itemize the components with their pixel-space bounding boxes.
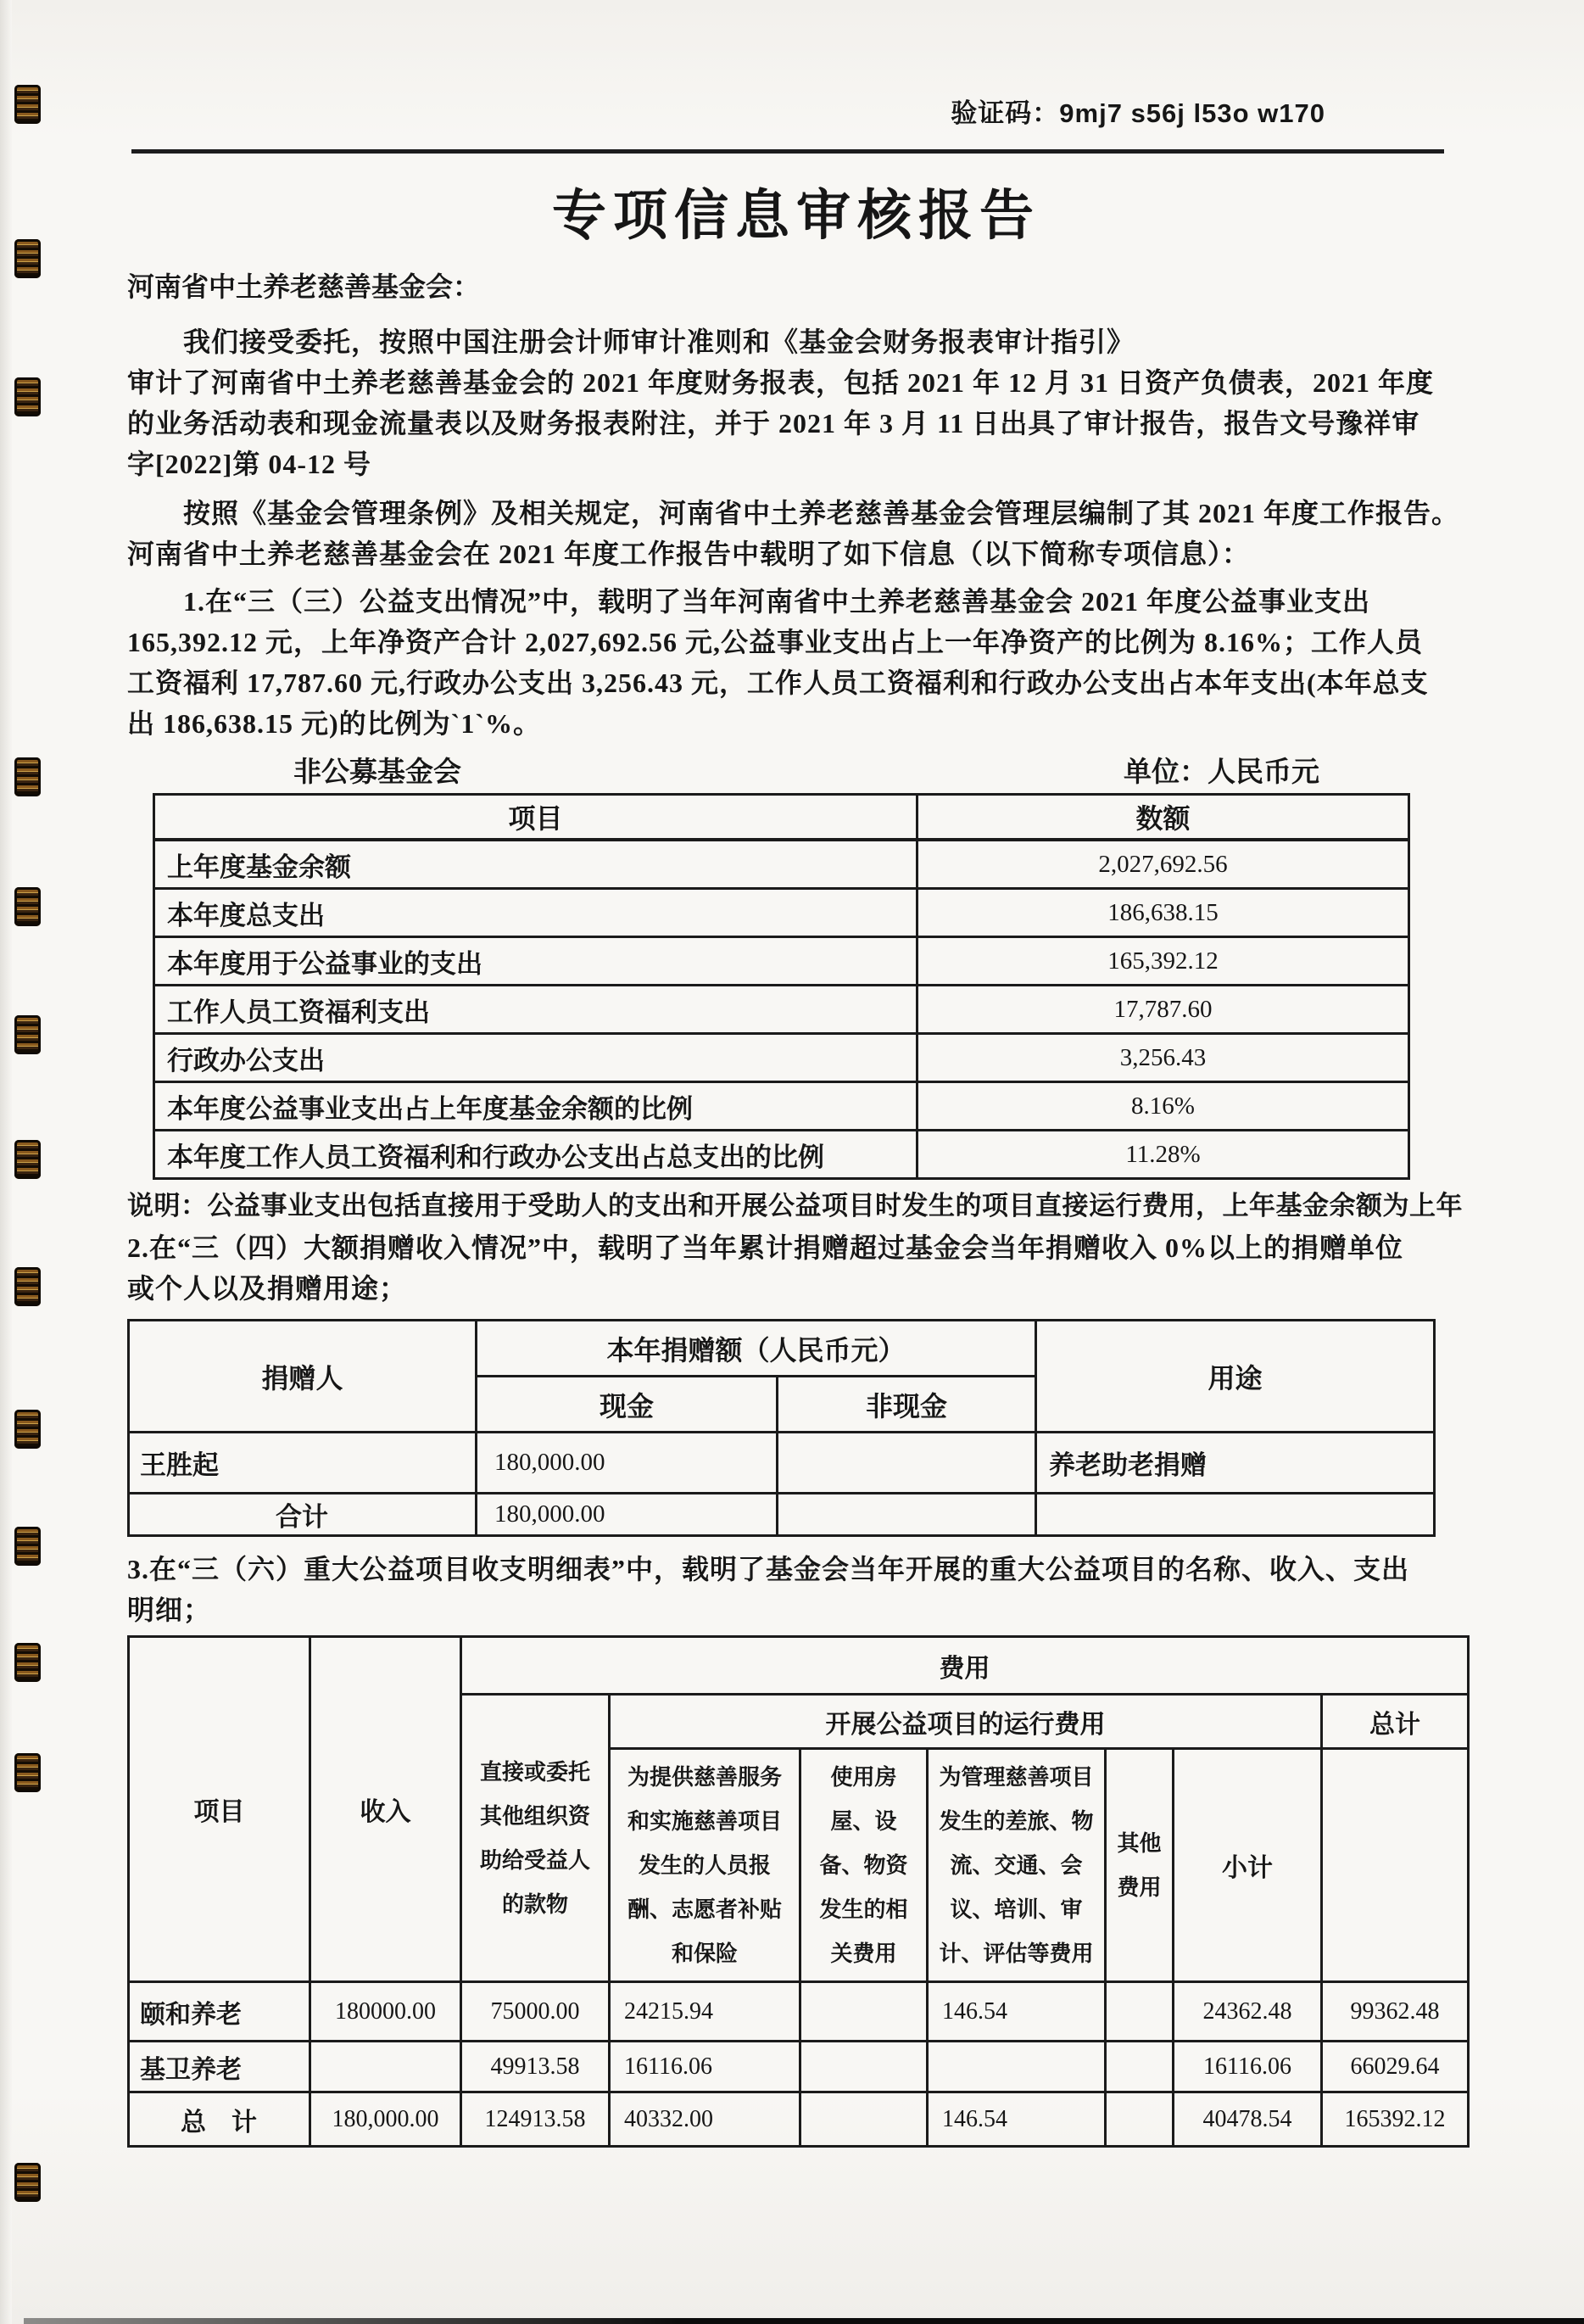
cash-amount: 180,000.00 [477, 1433, 778, 1494]
column-header-premises-fee: 使用房屋、设备、物资发生的相关费用 [800, 1749, 928, 1982]
row-value: 186,638.15 [917, 889, 1409, 937]
table1-caption [127, 754, 1465, 790]
empty-header-cell [1322, 1749, 1469, 1982]
table-row [129, 1433, 1435, 1494]
table-header-row [129, 1637, 1469, 1695]
table-row [154, 937, 1409, 986]
body-line: 1.在“三（三）公益支出情况”中，载明了当年河南省中土养老慈善基金会 2021 年度公益事业支出 [183, 586, 1371, 617]
body-line: 或个人以及捐赠用途； [127, 1273, 408, 1304]
premises-fee-value [800, 2092, 928, 2147]
row-value: 165,392.12 [917, 937, 1409, 986]
column-header-cash: 现金 [477, 1377, 778, 1433]
row-label: 本年度用于公益事业的支出 [154, 937, 917, 986]
column-header-income: 收入 [310, 1637, 461, 1982]
column-header-purpose: 用途 [1036, 1321, 1435, 1433]
donor-total-label: 合计 [129, 1494, 477, 1536]
binding-hole [14, 1527, 41, 1566]
binding-hole [14, 1015, 41, 1054]
row-value: 17,787.60 [917, 986, 1409, 1034]
premises-fee-value [800, 2042, 928, 2092]
project-name: 颐和养老 [129, 1982, 310, 2042]
premises-fee-value [800, 1982, 928, 2042]
table-row [154, 1034, 1409, 1082]
column-header-noncash: 非现金 [778, 1377, 1036, 1433]
donation-purpose: 养老助老捐赠 [1036, 1433, 1435, 1494]
table1-caption-right: 单位：人民币元 [1124, 756, 1319, 787]
table-row [154, 889, 1409, 937]
paragraph-intro [127, 321, 1465, 484]
binding-hole [14, 1267, 41, 1306]
binding-hole [14, 887, 41, 926]
body-line: 按照《基金会管理条例》及相关规定，河南省中土养老慈善基金会管理层编制了其 2021 年度工作报告。 [183, 498, 1460, 528]
binding-hole [14, 1140, 41, 1179]
body-line: 明细； [127, 1595, 212, 1625]
table-row [154, 986, 1409, 1034]
row-value: 11.28% [917, 1131, 1409, 1179]
row-label: 行政办公支出 [154, 1034, 917, 1082]
column-header-running-fee: 开展公益项目的运行费用 [610, 1695, 1322, 1749]
direct-aid-value: 75000.00 [461, 1982, 610, 2042]
table-row [154, 1131, 1409, 1179]
project-name: 基卫养老 [129, 2042, 310, 2092]
header-rule [131, 149, 1444, 154]
column-header-direct-aid: 直接或委托其他组织资助给受益人的款物 [461, 1695, 610, 1982]
subtotal-value: 40478.54 [1174, 2092, 1322, 2147]
binding-hole [14, 85, 41, 124]
body-line: 165,392.12 元，上年净资产合计 2,027,692.56 元,公益事业支出占上一年净资产的比例为 8.16%；工作人员 [127, 627, 1424, 657]
binding-hole [14, 1410, 41, 1449]
binding-hole [14, 377, 41, 416]
other-fee-value [1106, 2092, 1174, 2147]
scan-bottom-edge [24, 2318, 1584, 2324]
donor-name: 王胜起 [129, 1433, 477, 1494]
table-row [129, 1494, 1435, 1536]
table1-caption-left: 非公募基金会 [293, 756, 461, 787]
body-line: 我们接受委托，按照中国注册会计师审计准则和《基金会财务报表审计指引》 [183, 327, 1135, 357]
column-header-item: 项目 [154, 795, 917, 841]
total-value: 99362.48 [1322, 1982, 1469, 2042]
column-header-other-fee: 其他费用 [1106, 1749, 1174, 1982]
row-label: 本年度工作人员工资福利和行政办公支出占总支出的比例 [154, 1131, 917, 1179]
paragraph-item1 [127, 581, 1465, 744]
binding-hole [14, 2163, 41, 2202]
table-row [129, 2092, 1469, 2147]
income-value: 180,000.00 [310, 2092, 461, 2147]
row-value: 3,256.43 [917, 1034, 1409, 1082]
body-line: 审计了河南省中土养老慈善基金会的 2021 年度财务报表，包括 2021 年 12 月 31 日资产负债表，2021 年度 [127, 367, 1435, 398]
table-row [129, 1982, 1469, 2042]
paragraph-item3 [127, 1549, 1465, 1630]
verification-code-row [127, 95, 1465, 132]
service-fee-value: 40332.00 [610, 2092, 800, 2147]
direct-aid-value: 49913.58 [461, 2042, 610, 2092]
subtotal-value: 24362.48 [1174, 1982, 1322, 2042]
paragraph-item2 [127, 1227, 1465, 1309]
service-fee-value: 16116.06 [610, 2042, 800, 2092]
row-label: 工作人员工资福利支出 [154, 986, 917, 1034]
table-row [129, 2042, 1469, 2092]
noncash-amount [778, 1433, 1036, 1494]
service-fee-value: 24215.94 [610, 1982, 800, 2042]
row-label: 本年度总支出 [154, 889, 917, 937]
project-expense-table [127, 1635, 1470, 2148]
column-header-project: 项目 [129, 1637, 310, 1982]
binding-hole [14, 239, 41, 278]
row-label: 本年度公益事业支出占上年度基金余额的比例 [154, 1082, 917, 1131]
column-header-subtotal: 小计 [1174, 1749, 1322, 1982]
body-line: 出 186,638.15 元)的比例为`1`%。 [127, 708, 541, 739]
management-fee-value: 146.54 [928, 1982, 1106, 2042]
salutation: 河南省中土养老慈善基金会： [127, 271, 481, 302]
row-label: 上年度基金余额 [154, 840, 917, 889]
body-line: 河南省中土养老慈善基金会在 2021 年度工作报告中载明了如下信息（以下简称专项信息）： [127, 539, 1251, 569]
body-line: 2.在“三（四）大额捐赠收入情况”中，载明了当年累计捐赠超过基金会当年捐赠收入 0%以上的捐赠单位 [127, 1232, 1404, 1263]
column-header-service-fee: 为提供慈善服务和实施慈善项目发生的人员报酬、志愿者补贴和保险 [610, 1749, 800, 1982]
table-row [154, 1082, 1409, 1131]
subtotal-value: 16116.06 [1174, 2042, 1322, 2092]
other-fee-value [1106, 2042, 1174, 2092]
table-header-row [129, 1321, 1435, 1377]
project-total-label: 总 计 [129, 2092, 310, 2147]
column-header-amount-group: 本年捐赠额（人民币元） [477, 1321, 1036, 1377]
body-line: 字[2022]第 04-12 号 [127, 449, 371, 479]
income-value [310, 2042, 461, 2092]
binding-hole [14, 1753, 41, 1792]
body-line: 的业务活动表和现金流量表以及财务报表附注，并于 2021 年 3 月 11 日出具了审计报告，报告文号豫祥审 [127, 408, 1420, 439]
body-line: 工资福利 17,787.60 元,行政办公支出 3,256.43 元，工作人员工资福利和行政办公支出占本年支出(本年总支 [127, 668, 1429, 698]
direct-aid-value: 124913.58 [461, 2092, 610, 2147]
management-fee-value: 146.54 [928, 2092, 1106, 2147]
column-header-amount: 数额 [917, 795, 1409, 841]
cash-amount: 180,000.00 [477, 1494, 778, 1536]
row-value: 2,027,692.56 [917, 840, 1409, 889]
row-value: 8.16% [917, 1082, 1409, 1131]
column-header-fee: 费用 [461, 1637, 1469, 1695]
total-value: 66029.64 [1322, 2042, 1469, 2092]
management-fee-value [928, 2042, 1106, 2092]
column-header-total: 总计 [1322, 1695, 1469, 1749]
total-value: 165392.12 [1322, 2092, 1469, 2147]
donation-table [127, 1319, 1436, 1537]
paragraph-regulation [127, 493, 1465, 574]
table-header-row [154, 795, 1409, 841]
table1-note: 说明：公益事业支出包括直接用于受助人的支出和开展公益项目时发生的项目直接运行费用，上年基金余额为上年 [127, 1191, 1463, 1221]
column-header-management-fee: 为管理慈善项目发生的差旅、物流、交通、会议、培训、审计、评估等费用 [928, 1749, 1106, 1982]
binding-hole [14, 757, 41, 796]
noncash-amount [778, 1494, 1036, 1536]
column-header-donor: 捐赠人 [129, 1321, 477, 1433]
table-row [154, 840, 1409, 889]
body-line: 3.在“三（六）重大公益项目收支明细表”中，载明了基金会当年开展的重大公益项目的名称、收入、支出 [127, 1554, 1410, 1584]
page-title: 专项信息审核报告 [552, 185, 1040, 246]
nonpublic-fund-table [153, 793, 1410, 1180]
income-value: 180000.00 [310, 1982, 461, 2042]
verification-code-value: 9mj7 s56j l53o w170 [1059, 98, 1325, 128]
document-content [127, 0, 1465, 2148]
verification-code-label: 验证码： [951, 98, 1060, 128]
other-fee-value [1106, 1982, 1174, 2042]
donation-purpose [1036, 1494, 1435, 1536]
binding-hole [14, 1643, 41, 1682]
